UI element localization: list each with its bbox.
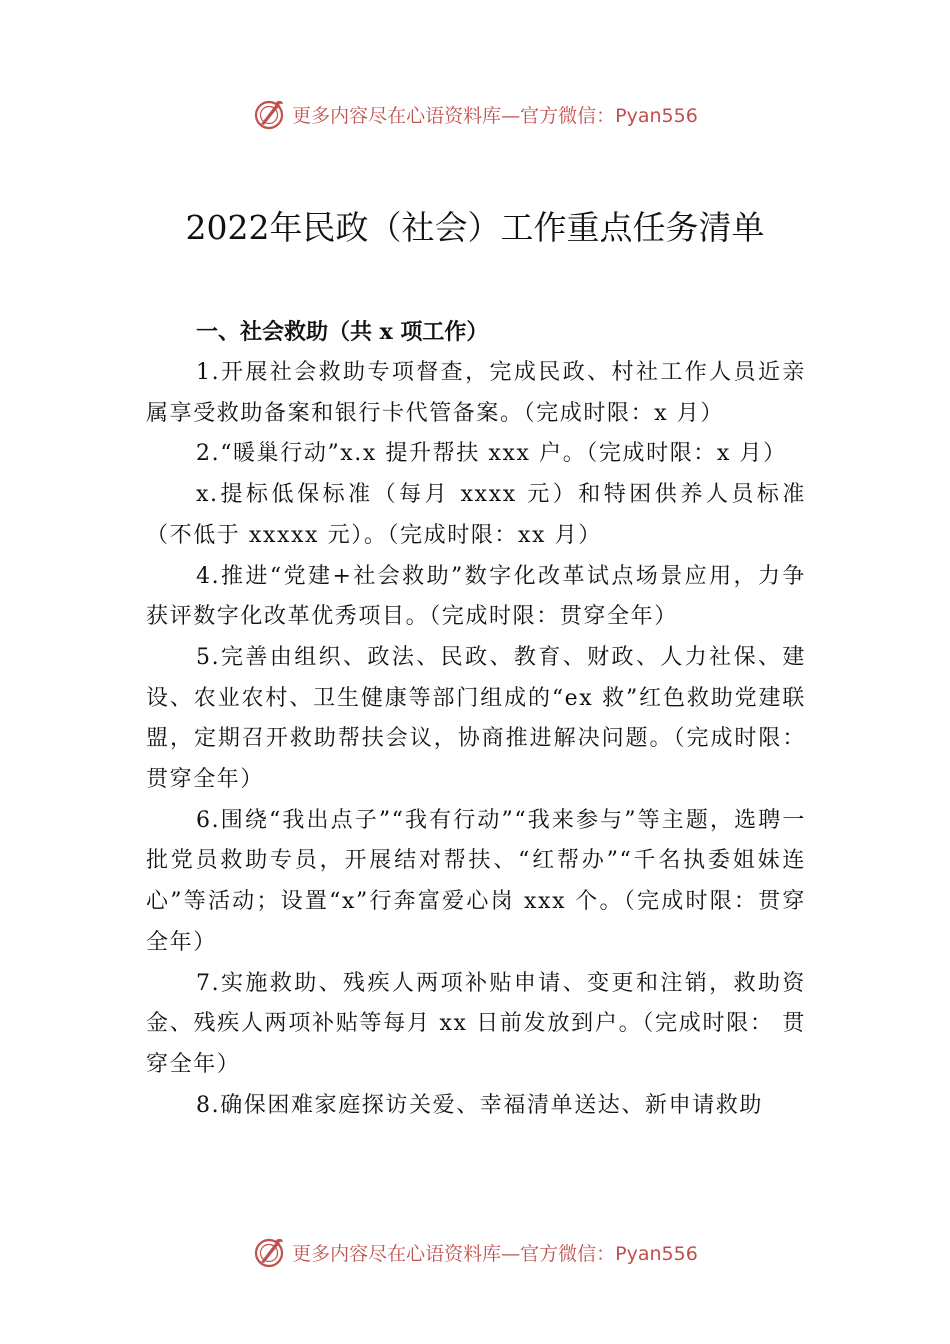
quill-pen-seal-icon <box>252 97 286 131</box>
quill-pen-seal-icon <box>252 1235 286 1269</box>
task-item-4: 4.推进“党建+社会救助”数字化改革试点场景应用，力争获评数字化改革优秀项目。（完成时限：贯穿全年） <box>146 563 806 630</box>
document-title: 2022年民政（社会）工作重点任务清单 <box>185 208 765 247</box>
watermark-text: 更多内容尽在心语资料库—官方微信：Pyan556 <box>292 104 698 127</box>
task-item-3: x.提标低保标准（每月 xxxx 元）和特困供养人员标准（不低于 xxxxx 元）。（完成时限：xx 月） <box>146 482 806 548</box>
task-item-7: 7.实施救助、残疾人两项补贴申请、变更和注销，救助资金、残疾人两项补贴等每月 xx 日前发放到户。（完成时限： 贯穿全年） <box>146 970 806 1077</box>
document-body <box>146 311 806 1126</box>
task-item-8: 8.确保困难家庭探访关爱、幸福清单送达、新申请救助 <box>196 1092 763 1118</box>
watermark-header <box>0 94 950 134</box>
task-item-2: 2.“暖巢行动”x.x 提升帮扶 xxx 户。（完成时限：x 月） <box>196 441 787 467</box>
section-heading: 一、社会救助（共 x 项工作） <box>196 319 489 345</box>
task-item-1: 1.开展社会救助专项督查，完成民政、村社工作人员近亲属享受救助备案和银行卡代管备案。（完成时限：x 月） <box>146 360 806 426</box>
task-item-5: 5.完善由组织、政法、民政、教育、财政、人力社保、建设、农业农村、卫生健康等部门组成的“ex 救”红色救助党建联盟，定期召开救助帮扶会议，协商推进解决问题。（完成时限：贯穿全年） <box>146 644 806 793</box>
task-list <box>146 353 806 1126</box>
watermark-footer <box>0 1232 950 1272</box>
watermark-text: 更多内容尽在心语资料库—官方微信：Pyan556 <box>292 1242 698 1265</box>
task-item-6: 6.围绕“我出点子”“我有行动”“我来参与”等主题，选聘一批党员救助专员，开展结对帮扶、“红帮办”“千名执委姐妹连心”等活动；设置“x”行奔富爱心岗 xxx 个。（完成时限：贯穿全年） <box>146 807 806 955</box>
